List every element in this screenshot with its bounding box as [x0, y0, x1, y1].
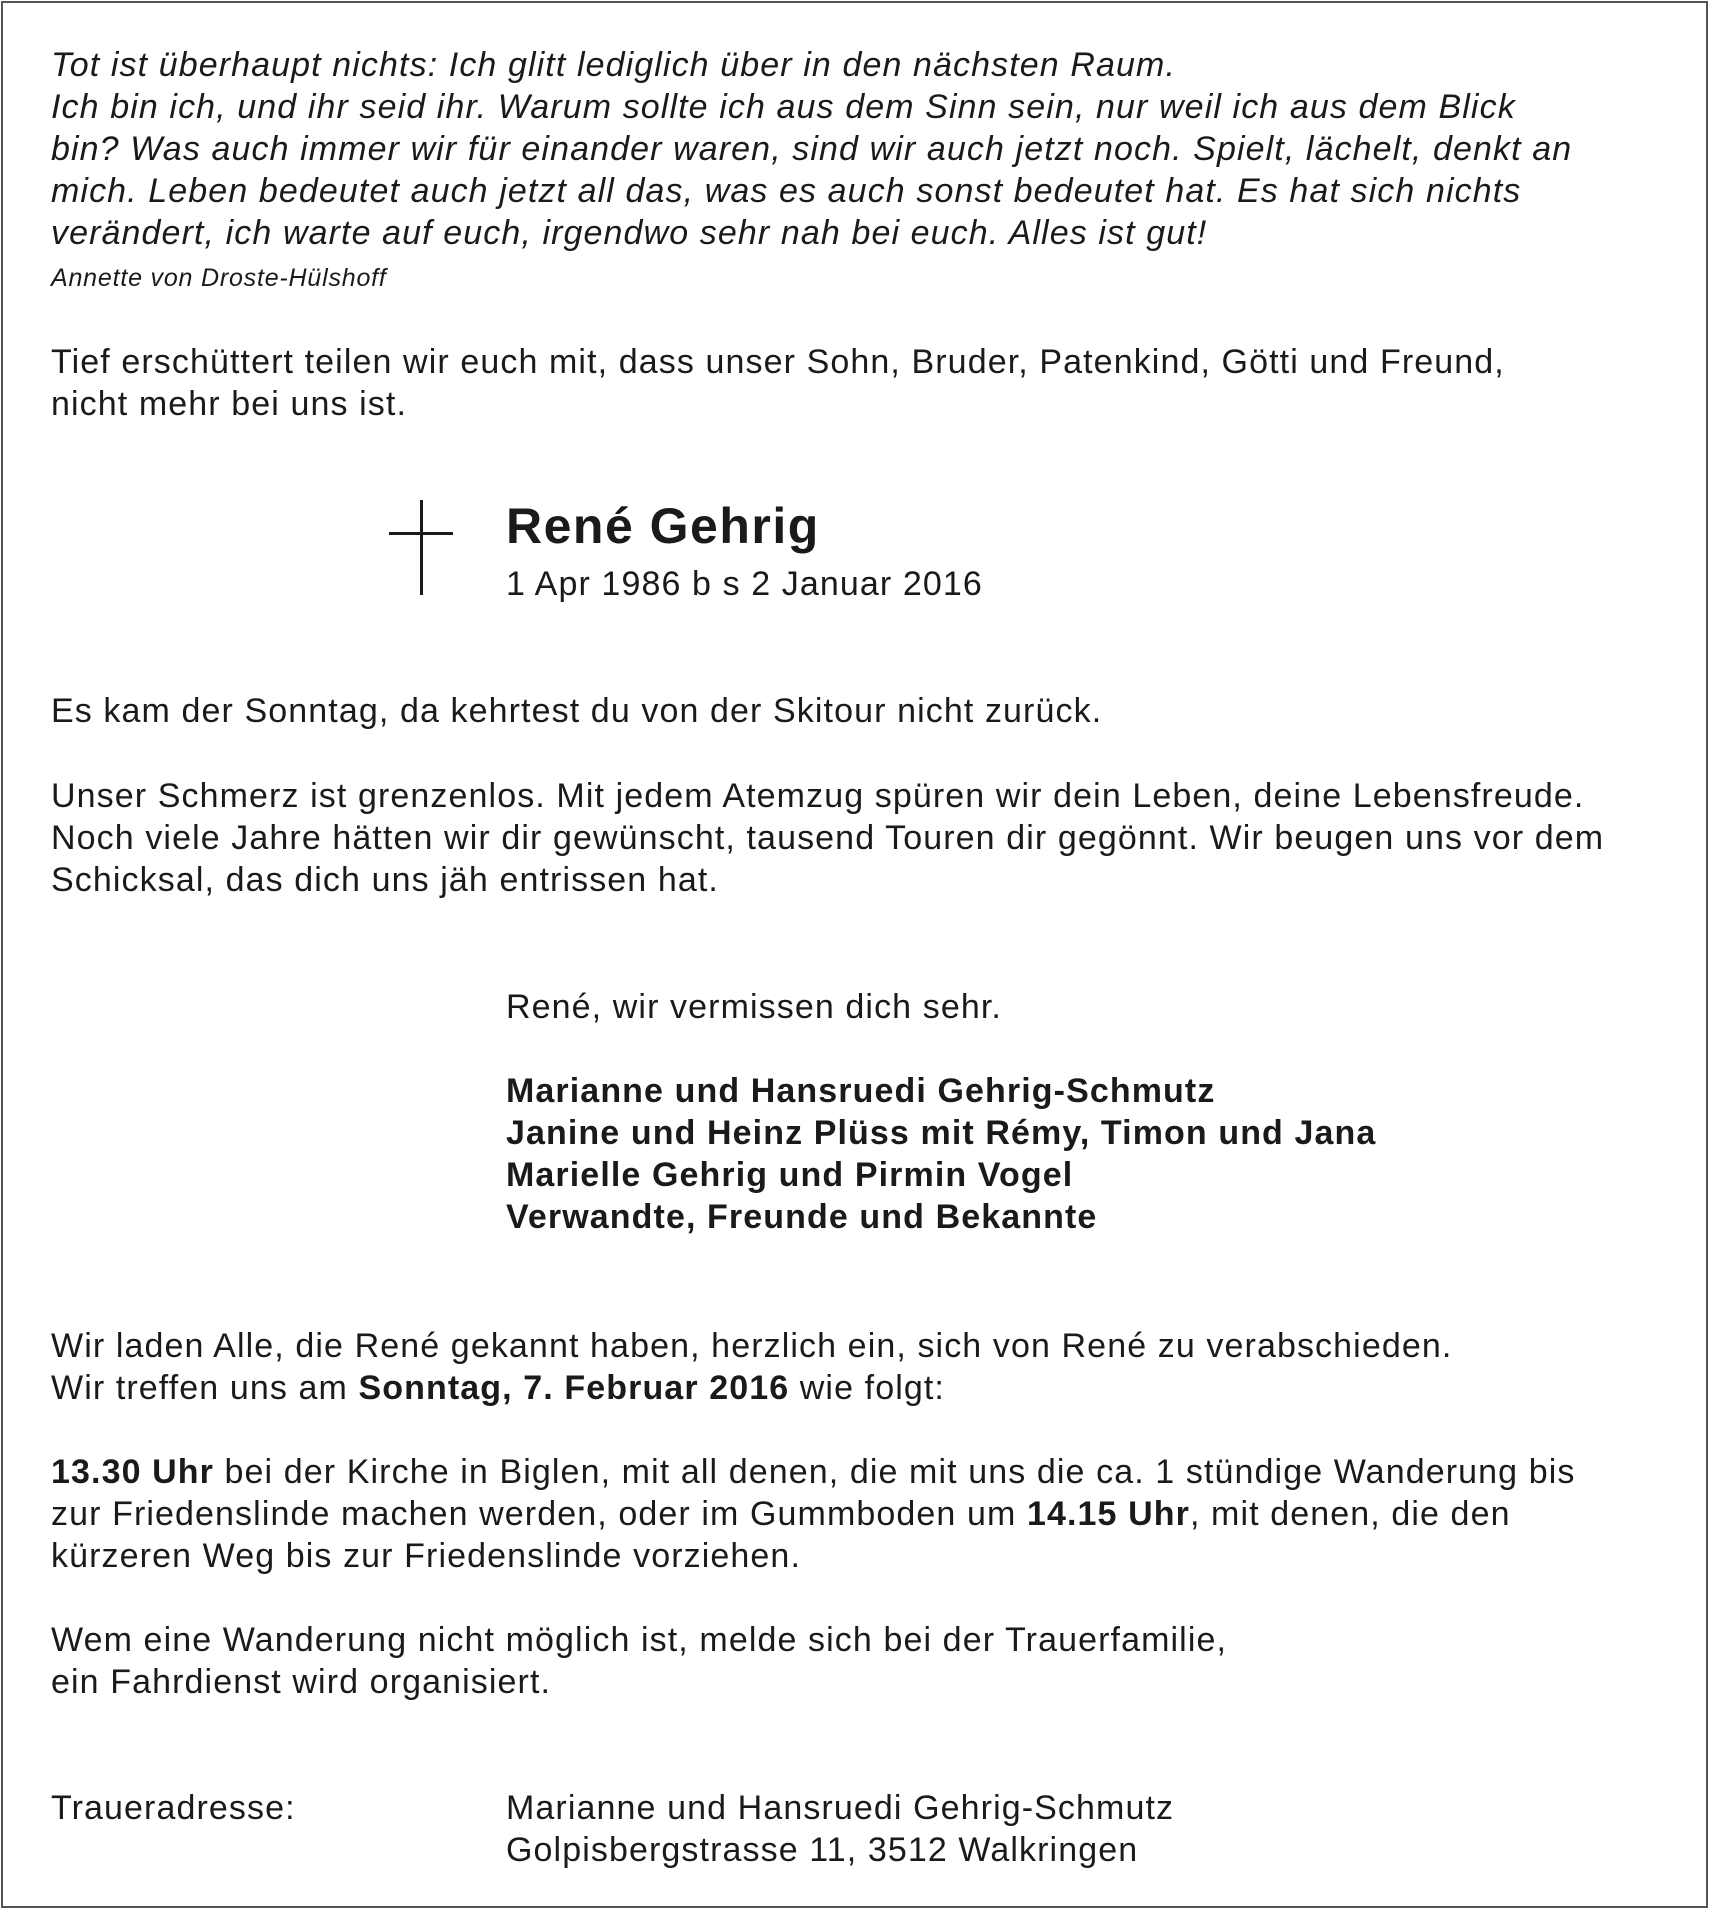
transport-line: Wem eine Wanderung nicht möglich ist, melde sich bei der Trauerfamilie, [51, 1621, 1228, 1659]
address-line: Marianne und Hansruedi Gehrig-Schmutz [506, 1789, 1175, 1827]
invitation-line: Wir laden Alle, die René gekannt haben, herzlich ein, sich von René zu verabschieden. [51, 1327, 1453, 1365]
schedule-line [51, 1493, 1511, 1535]
address-label: Traueradresse: [51, 1789, 296, 1827]
miss-line: René, wir vermissen dich sehr. [506, 988, 1002, 1026]
grief-line: Unser Schmerz ist grenzenlos. Mit jedem Atemzug spüren wir dein Leben, deine Lebensfreude. [51, 777, 1585, 815]
cross-icon-bar [389, 532, 453, 535]
quote-line: mich. Leben bedeutet auch jetzt all das, was es auch sonst bedeutet hat. Es hat sich nichts [51, 172, 1522, 210]
mourner-name: Marielle Gehrig und Pirmin Vogel [506, 1156, 1074, 1194]
deceased-dates: 1 Apr 1986 b s 2 Januar 2016 [506, 565, 983, 603]
address-line: Golpisbergstrasse 11, 3512 Walkringen [506, 1831, 1139, 1869]
event-date: Sonntag, 7. Februar 2016 [358, 1369, 790, 1407]
transport-line: ein Fahrdienst wird organisiert. [51, 1663, 552, 1701]
schedule-line: kürzeren Weg bis zur Friedenslinde vorziehen. [51, 1537, 801, 1575]
invitation-date-line [51, 1367, 945, 1409]
alt-start-time: 14.15 Uhr [1026, 1495, 1190, 1533]
quote-line: verändert, ich warte auf euch, irgendwo sehr nah bei euch. Alles ist gut! [51, 214, 1208, 252]
mourner-name: Janine und Heinz Plüss mit Rémy, Timon und Jana [506, 1114, 1377, 1152]
sunday-line: Es kam der Sonntag, da kehrtest du von der Skitour nicht zurück. [51, 692, 1103, 730]
quote-author: Annette von Droste-Hülshoff [51, 264, 387, 292]
announcement-line: Tief erschüttert teilen wir euch mit, dass unser Sohn, Bruder, Patenkind, Götti und Freund, [51, 343, 1505, 381]
invitation-text: Wir treffen uns am [51, 1369, 359, 1407]
mourner-name: Marianne und Hansruedi Gehrig-Schmutz [506, 1072, 1216, 1110]
start-time: 13.30 Uhr [51, 1453, 214, 1491]
deceased-name: René Gehrig [506, 498, 820, 554]
mourner-name: Verwandte, Freunde und Bekannte [506, 1198, 1098, 1236]
schedule-line [51, 1451, 1575, 1493]
schedule-text: zur Friedenslinde machen werden, oder im Gummboden um [51, 1495, 1027, 1533]
quote-line: Ich bin ich, und ihr seid ihr. Warum sollte ich aus dem Sinn sein, nur weil ich aus dem Blick [51, 88, 1516, 126]
cross-icon [420, 500, 423, 595]
announcement-line: nicht mehr bei uns ist. [51, 385, 408, 423]
grief-line: Noch viele Jahre hätten wir dir gewünscht, tausend Touren dir gegönnt. Wir beugen uns vor dem [51, 819, 1605, 857]
schedule-text: , mit denen, die den [1189, 1495, 1511, 1533]
invitation-text: wie folgt: [789, 1369, 945, 1407]
schedule-text: bei der Kirche in Biglen, mit all denen, die mit uns die ca. 1 stündige Wanderung bis [213, 1453, 1576, 1491]
quote-line: bin? Was auch immer wir für einander waren, sind wir auch jetzt noch. Spielt, lächelt, denkt an [51, 130, 1573, 168]
grief-line: Schicksal, das dich uns jäh entrissen hat. [51, 861, 719, 899]
quote-line: Tot ist überhaupt nichts: Ich glitt lediglich über in den nächsten Raum. [51, 46, 1176, 84]
